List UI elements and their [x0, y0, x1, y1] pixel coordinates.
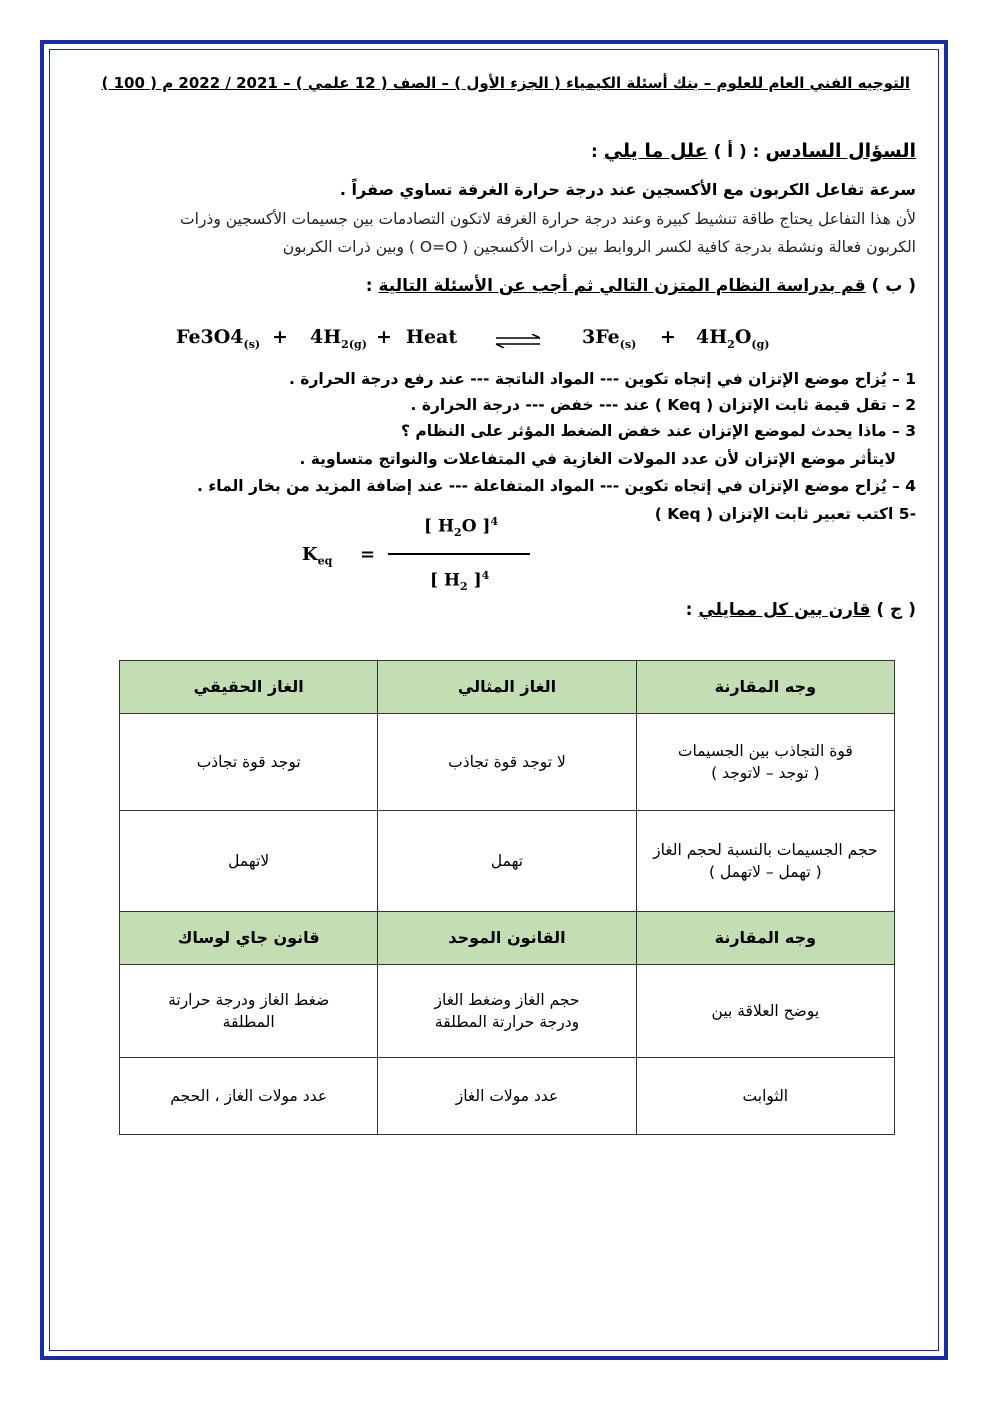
- reactant-fe3o4: $Fe3O4_{(s)}$: [176, 326, 261, 351]
- table-header-cell: وجه المقارنة: [636, 912, 894, 965]
- table-cell: قوة التجاذب بين الجسيمات ( توجد – لاتوجد ): [636, 714, 894, 811]
- table-row: [120, 714, 895, 811]
- part-b-item-2: 2 – تقل قيمة ثابت الإتزان ( Keq ) عند --- خفض --- درجة الحرارة .: [410, 396, 916, 414]
- part-b-item-3-answer: لايتأثر موضع الإتزان لأن عدد المولات الغازية في المتفاعلات والنواتج متساوية .: [299, 450, 896, 468]
- keq-numerator: [ $H_2O$ ]$^4$: [424, 515, 499, 540]
- equilibrium-arrow-icon: [494, 334, 542, 348]
- part-c-label: ( ج ): [876, 600, 916, 620]
- table-row: [120, 1058, 895, 1135]
- part-b-label: ( ب ): [871, 276, 916, 296]
- part-c-heading: [686, 600, 916, 620]
- table-header-cell: القانون الموحد: [378, 912, 636, 965]
- table-cell: توجد قوة تجاذب: [120, 714, 378, 811]
- fraction-bar: [388, 553, 530, 555]
- table-cell: حجم الجسيمات بالنسبة لحجم الغاز ( تهمل – لاتهمل ): [636, 811, 894, 912]
- part-a-answer-line-2: الكربون فعالة ونشطة بدرجة كافية لكسر الروابط بين ذرات الأكسجين ( O=O ) وبين ذرات الكربون: [282, 238, 916, 256]
- part-c-title: قارن بين كل ممايلي: [698, 600, 871, 620]
- heat-term: Heat: [406, 326, 458, 348]
- table-header-cell: وجه المقارنة: [636, 661, 894, 714]
- part-a-answer-line-1: لأن هذا التفاعل يحتاج طاقة تنشيط كبيرة وعند درجة حرارة الغرفة لاتكون التصادمات بين جسيمات الأكسجين وذرات: [180, 210, 916, 228]
- table-row: [120, 811, 895, 912]
- table-cell: لاتهمل: [120, 811, 378, 912]
- plus-3: +: [660, 326, 676, 348]
- part-b-item-3: 3 – ماذا يحدث لموضع الإتزان عند خفض الضغط المؤثر على النظام ؟: [401, 422, 916, 440]
- part-a-statement: سرعة تفاعل الكربون مع الأكسجين عند درجة حرارة الغرفة تساوي صفراً .: [339, 180, 916, 199]
- part-a-title: علل ما يلي: [603, 140, 708, 162]
- table-header-row: [120, 661, 895, 714]
- table-cell: يوضح العلاقة بين: [636, 965, 894, 1058]
- product-fe: $3Fe_{(s)}$: [582, 326, 637, 351]
- plus-2: +: [376, 326, 392, 348]
- table-header-cell: الغاز المثالي: [378, 661, 636, 714]
- product-h2o: $4H_2O_{(g)}$: [696, 326, 770, 351]
- page-header: التوجيه الفني العام للعلوم – بنك أسئلة الكيمياء ( الجزء الأول ) – الصف ( 12 علمي ) – 2021 / 2022 م ( 100 ): [101, 74, 910, 92]
- part-c-colon: :: [685, 600, 693, 620]
- table-header-row: [120, 912, 895, 965]
- part-b-colon: :: [365, 276, 373, 296]
- part-b-item-1: 1 – يُزاح موضع الإتزان في إتجاه تكوين --- المواد الناتجة --- عند رفع درجة الحرارة .: [289, 370, 916, 388]
- comparison-table: [119, 660, 895, 1135]
- part-b-heading: [366, 276, 916, 296]
- part-a-label: : ( أ ): [713, 142, 760, 162]
- table-cell: الثوابت: [636, 1058, 894, 1135]
- part-b-item-5: -5 اكتب تعبير ثابت الإتزان ( Keq ): [654, 505, 916, 523]
- table-cell: لا توجد قوة تجاذب: [378, 714, 636, 811]
- table-cell: تهمل: [378, 811, 636, 912]
- part-a-colon: :: [590, 142, 598, 162]
- table-row: [120, 965, 895, 1058]
- question-heading: [591, 140, 916, 162]
- table-cell: عدد مولات الغاز: [378, 1058, 636, 1135]
- table-cell: ضغط الغاز ودرجة حرارتة المطلقة: [120, 965, 378, 1058]
- table-cell: عدد مولات الغاز ، الحجم: [120, 1058, 378, 1135]
- keq-denominator: [ $H_2$ ]$^4$: [430, 569, 490, 594]
- part-b-item-4: 4 – يُزاح موضع الإتزان في إتجاه تكوين --- المواد المتفاعلة --- عند إضافة المزيد من بخار الماء .: [197, 477, 916, 495]
- table-header-cell: الغاز الحقيقي: [120, 661, 378, 714]
- keq-equals: =: [360, 544, 376, 565]
- part-b-title: قم بدراسة النظام المتزن التالي ثم أجب عن الأسئلة التالية: [378, 276, 866, 296]
- keq-symbol: $K_{eq}$: [302, 544, 333, 568]
- table-header-cell: قانون جاي لوساك: [120, 912, 378, 965]
- question-title: السؤال السادس: [765, 140, 916, 162]
- plus-1: +: [272, 326, 288, 348]
- table-cell: حجم الغاز وضغط الغاز ودرجة حرارتة المطلقة: [378, 965, 636, 1058]
- reactant-h2: $4H_{2(g)}$: [310, 326, 367, 351]
